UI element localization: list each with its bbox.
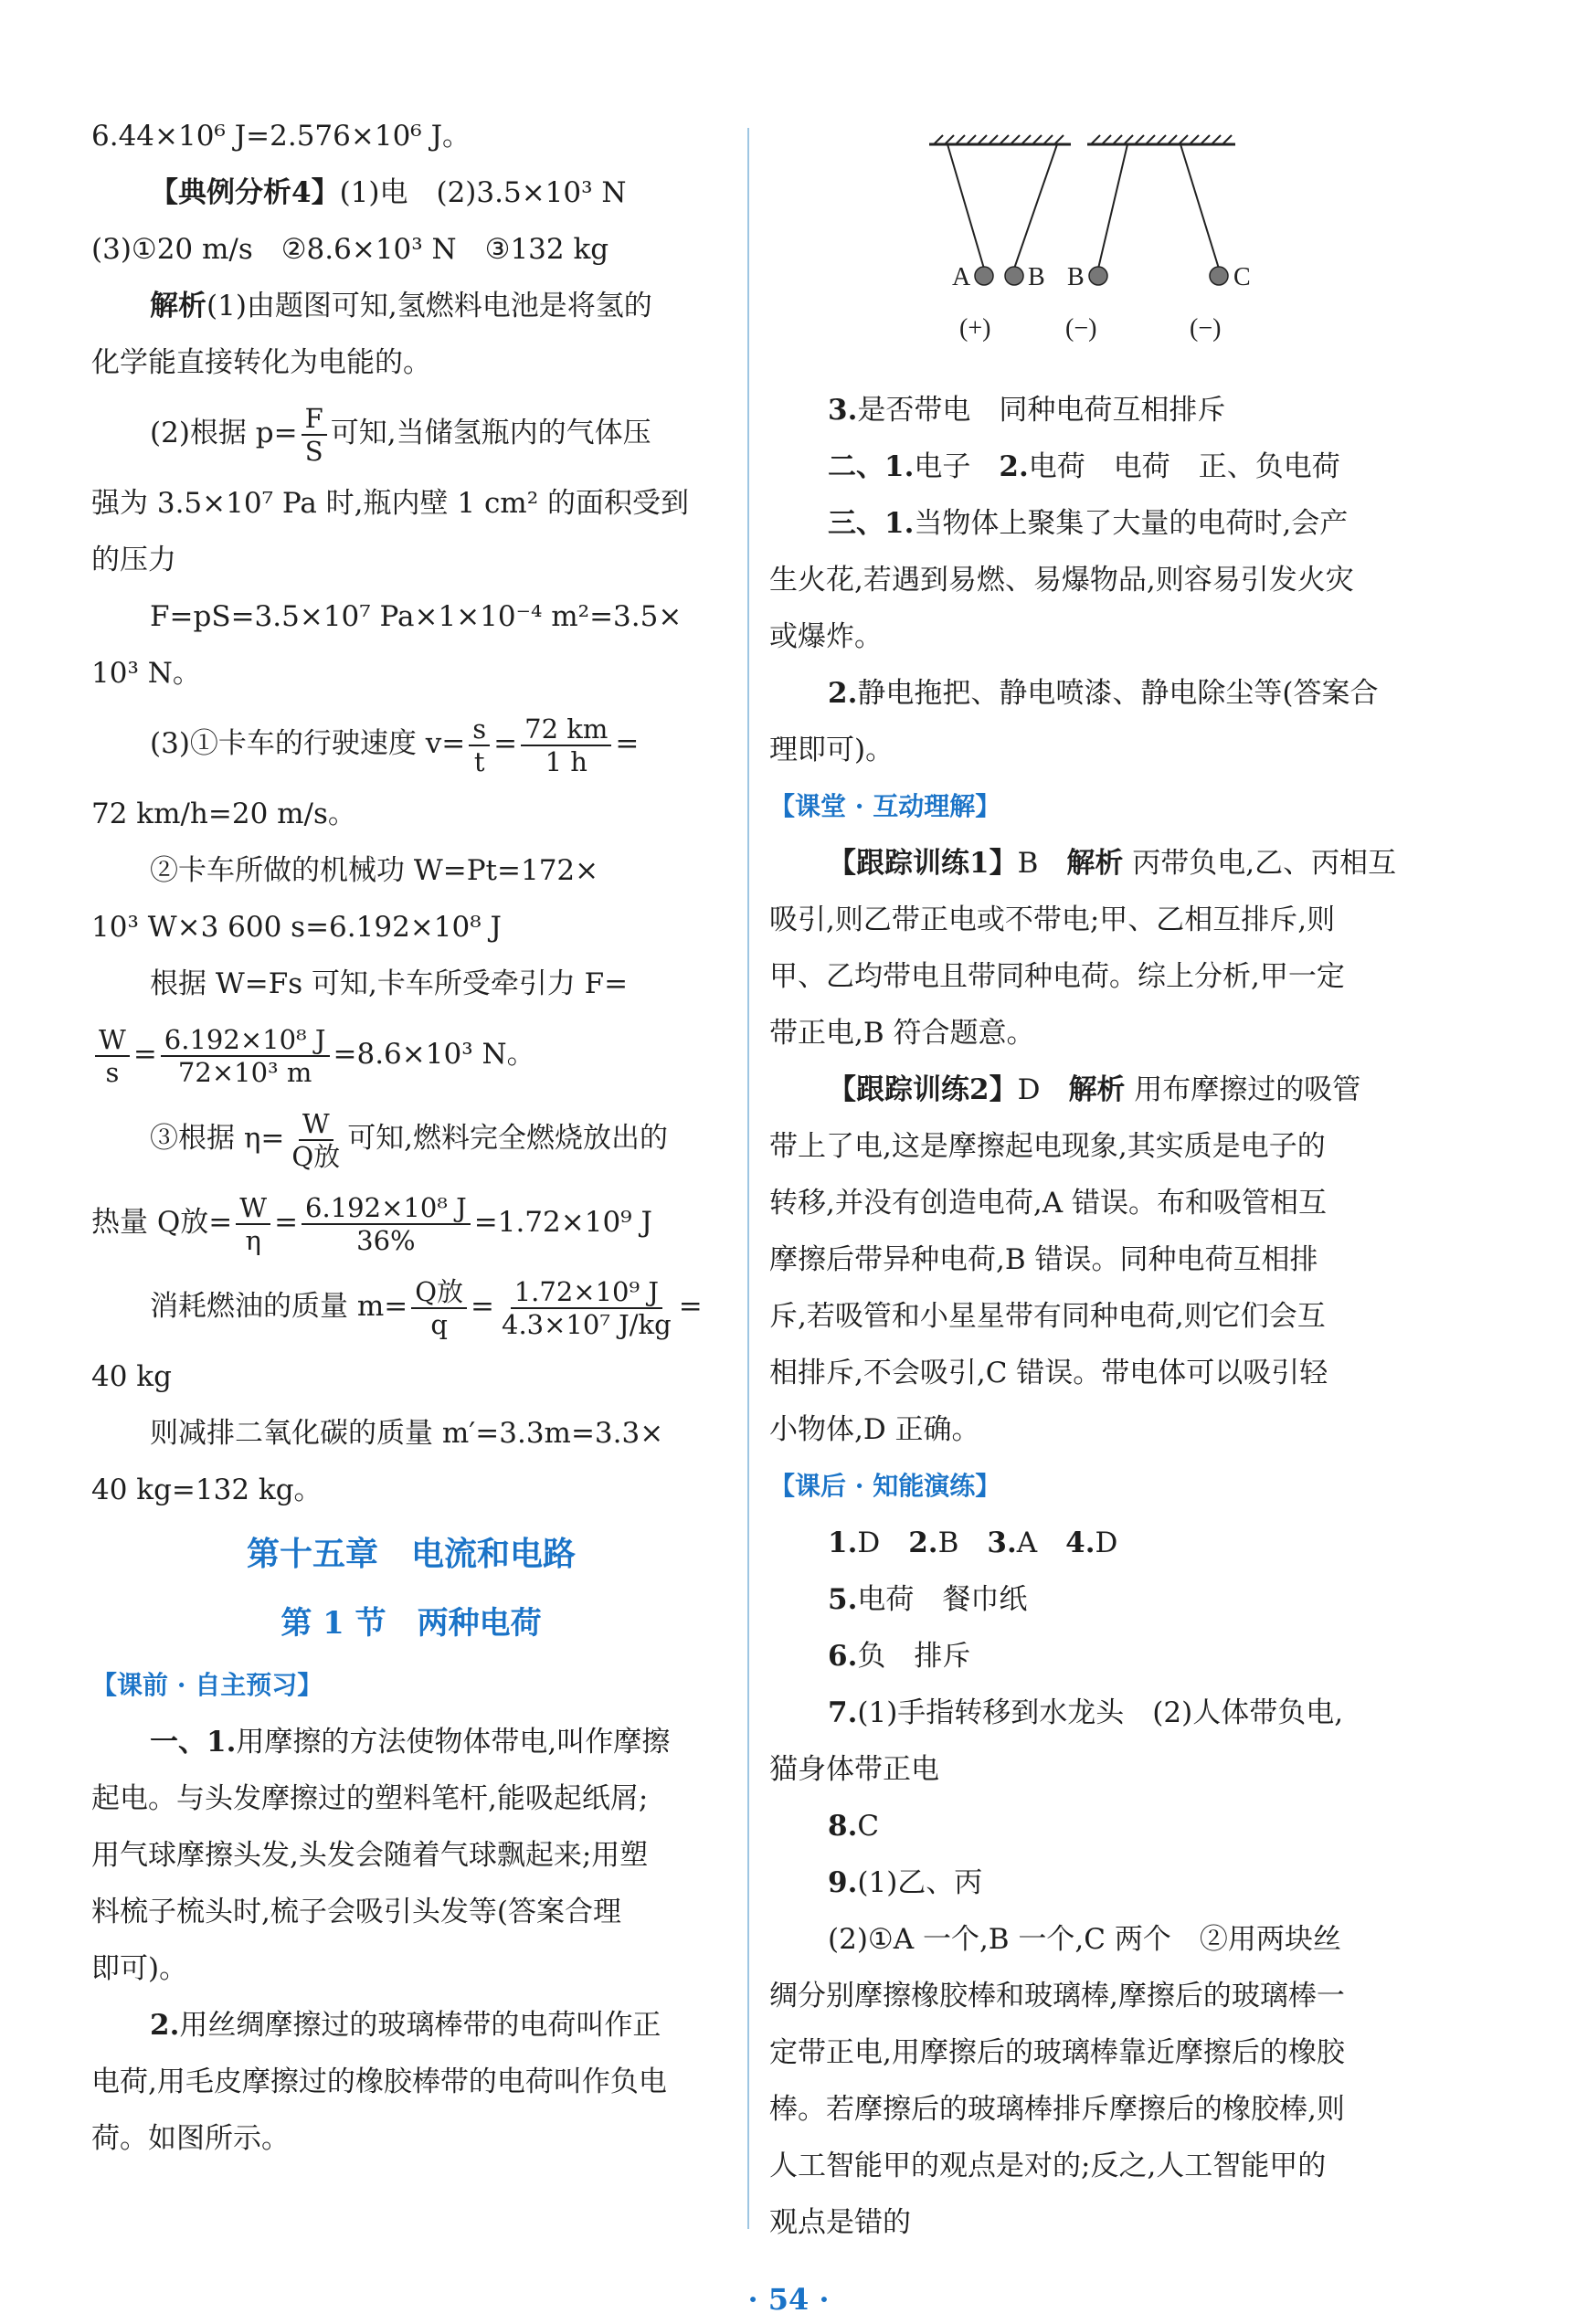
text-line: 小物体,D 正确。 [769,1413,980,1446]
ball-a [975,267,993,285]
denominator: 1 h [545,745,587,777]
page-number: · 54 · [747,2282,830,2317]
analysis-label: 解析 [150,290,206,322]
formula-text: =8.6×10³ N。 [333,1038,535,1071]
text-line: 荷。如图所示。 [91,2122,290,2155]
denominator: η [245,1224,261,1256]
charge-ab: (+) [959,314,991,343]
string [1098,144,1127,269]
answer-line [91,1714,731,1770]
text-line: ②卡车所做的机械功 W=Pt=172× [150,854,599,887]
answer-text: 当物体上聚集了大量的电荷时,会产 [914,507,1349,540]
answer-text: 用丝绸摩擦过的玻璃棒带的电荷叫作正 [179,2009,661,2042]
analysis-text: 丙带负电,乙、丙相互 [1123,847,1397,880]
answer-line [769,665,1413,722]
item-number: 8. [828,1810,858,1843]
denominator: s [105,1056,120,1088]
string [1014,144,1057,269]
answer-text: B [937,1526,988,1559]
answer-text: 电荷 电荷 正、负电荷 [1028,450,1340,483]
answer-text: 负 排斥 [857,1640,971,1673]
text-line: 用气球摩擦头发,头发会随着气球飘起来;用塑 [91,1839,649,1872]
item-number: 2. [908,1526,938,1559]
text-line: 定带正电,用摩擦后的玻璃棒靠近摩擦后的橡胶 [769,2036,1345,2069]
text-line: 料梳子梳头时,梳子会吸引头发等(答案合理 [91,1896,621,1928]
fraction [469,713,490,777]
answer-line [769,382,1413,438]
answer-text: C [857,1810,880,1843]
text-line: 或爆炸。 [769,620,883,653]
answer-text: 用摩擦的方法使物体带电,叫作摩擦 [236,1726,671,1759]
answer-text: 静电拖把、静电喷漆、静电除尘等(答案合 [857,677,1379,710]
text-line: 则减排二氧化碳的质量 m′=3.3m=3.3× [150,1417,664,1450]
charged-balls-figure [769,108,1413,382]
formula-text: (2)根据 p= [150,417,298,449]
answer-text: (1)电 (2)3.5×10³ N [339,176,627,209]
string [947,144,984,269]
fraction [161,1024,330,1088]
text-line: 强为 3.5×10⁷ Pa 时,瓶内壁 1 cm² 的面积受到 [91,487,689,520]
text-line: 起电。与头发摩擦过的塑料笔杆,能吸起纸屑; [91,1782,649,1815]
chapter-title: 第十五章 电流和电路 [246,1535,576,1573]
formula-line [91,1180,731,1264]
answer-line [769,1628,1413,1685]
answer-line [769,1685,1413,1741]
formula-text: 可知,燃料完全燃烧放出的 [347,1122,669,1155]
fraction [498,1276,675,1340]
formula-text: = [471,1290,494,1323]
item-number: 2. [150,2009,180,2042]
answer-text: B [1017,847,1067,880]
text-line: (3)①20 m/s ②8.6×10³ N ③132 kg [91,233,609,266]
numerator: 6.192×10⁸ J [302,1192,471,1225]
answer-text: (1)乙、丙 [857,1866,983,1899]
analysis-text: (1)由题图可知,氢燃料电池是将氢的 [206,290,652,322]
formula-text: (3)①卡车的行驶速度 v= [150,727,466,760]
string [1180,144,1219,269]
denominator: 72×10³ m [177,1056,312,1088]
formula-text: = [274,1206,299,1239]
formula-text: 可知,当储氢瓶内的气体压 [330,417,651,449]
right-column [769,108,1413,2251]
column-divider [747,128,749,2229]
item-number: 1. [828,1526,858,1559]
denominator: q [430,1308,448,1340]
text-line: 观点是错的 [769,2206,911,2239]
section-tag-class: 【课堂 · 互动理解】 [769,791,1001,821]
formula-text: = [493,727,518,760]
text-line: 棒。若摩擦后的玻璃棒排斥摩擦后的橡胶棒,则 [769,2093,1345,2126]
answer-text: D [1017,1073,1069,1106]
text-line: 猫身体带正电 [769,1753,939,1786]
text-line: 吸引,则乙带正电或不带电;甲、乙相互排斥,则 [769,903,1336,936]
numerator: Q放 [411,1276,467,1309]
item-number: 7. [828,1696,858,1729]
section-tag-preview: 【课前 · 自主预习】 [91,1670,323,1700]
item-number: 2. [828,677,858,710]
formula-line [91,702,731,786]
answer-line [769,438,1413,495]
fraction [95,1024,130,1088]
text-line: 40 kg [91,1360,172,1393]
item-number: 3. [987,1526,1017,1559]
numerator: W [95,1024,130,1057]
label-b: B [1028,263,1045,291]
text-line: 带上了电,这是摩擦起电现象,其实质是电子的 [769,1130,1326,1163]
label-c: C [1233,263,1251,291]
answer-text: 是否带电 同种电荷互相排斥 [857,394,1226,427]
text-line: 甲、乙均带电且带同种电荷。综上分析,甲一定 [769,960,1345,993]
fraction [411,1276,467,1340]
text-line: 10³ W×3 600 s=6.192×10⁸ J [91,911,502,944]
text-line: 绸分别摩擦橡胶棒和玻璃棒,摩擦后的玻璃棒一 [769,1980,1345,2012]
denominator: Q放 [291,1140,341,1172]
item-number: 5. [828,1583,858,1616]
answer-line [91,1997,731,2054]
text-line: 转移,并没有创造电荷,A 错误。布和吸管相互 [769,1187,1327,1220]
fraction [302,1192,471,1256]
example-analysis-4 [91,164,731,221]
ball-c [1210,267,1228,285]
item-number: 2. [999,450,1029,483]
answer-line [769,1515,1413,1571]
text-line: 理即可)。 [769,734,894,766]
section-tag-after-class: 【课后 · 知能演练】 [769,1471,1001,1501]
denominator: S [304,435,323,467]
exercise-label: 【跟踪训练1】 [828,847,1018,880]
denominator: t [473,745,485,777]
formula-text: ③根据 η= [150,1122,285,1155]
fraction [302,403,327,467]
ball-b2 [1089,267,1107,285]
text-line: 人工智能甲的观点是对的;反之,人工智能甲的 [769,2150,1327,2182]
formula-text: 消耗燃油的质量 m= [150,1290,408,1323]
item-number: 6. [828,1640,858,1673]
charge-c: (−) [1190,314,1222,343]
formula-text: =1.72×10⁹ J [473,1206,652,1239]
item-number: 3. [828,394,858,427]
answer-line [769,1854,1413,1911]
formula-line [91,1264,731,1348]
answer-text: 电子 [914,450,971,483]
fraction [236,1192,270,1256]
numerator: W [299,1108,333,1141]
analysis-line [91,278,731,334]
numerator: 6.192×10⁸ J [161,1024,330,1057]
formula-line [91,391,731,475]
numerator: F [302,403,327,436]
tracking-exercise-2 [769,1062,1413,1118]
fraction [521,713,611,777]
text-line: 生火花,若遇到易燃、易爆物品,则容易引发火灾 [769,564,1354,597]
exercise-label: 【跟踪训练2】 [828,1073,1018,1106]
item-number: 4. [1065,1526,1095,1559]
formula-text: = [678,1290,703,1323]
answer-line [769,1798,1413,1854]
answer-text: (1)手指转移到水龙头 (2)人体带负电, [857,1696,1344,1729]
numerator: 72 km [521,713,611,746]
example-label: 【典例分析4】 [150,176,340,209]
formula-text: 热量 Q放= [91,1206,233,1239]
charge-b: (−) [1065,314,1097,343]
text-line: 化学能直接转化为电能的。 [91,346,431,379]
item-number: 二、1. [828,450,915,483]
numerator: W [236,1192,270,1225]
answer-text: A [1016,1526,1066,1559]
fraction [288,1108,344,1172]
item-number: 三、1. [828,507,915,540]
text-line: 的压力 [91,544,176,576]
denominator: 36% [356,1224,416,1256]
text-line: 根据 W=Fs 可知,卡车所受牵引力 F= [150,967,629,1000]
text-line: (2)①A 一个,B 一个,C 两个 ②用两块丝 [828,1923,1341,1956]
answer-text: D [1095,1526,1118,1559]
tracking-exercise-1 [769,835,1413,892]
label-b2: B [1067,263,1085,291]
analysis-label: 解析 [1068,1073,1126,1106]
text-line: 电荷,用毛皮摩擦过的橡胶棒带的电荷叫作负电 [91,2065,667,2098]
numerator: 1.72×10⁹ J [511,1276,662,1309]
answer-text: 电荷 餐巾纸 [857,1583,1028,1616]
analysis-text: 用布摩擦过的吸管 [1125,1073,1361,1106]
left-column [91,108,731,2167]
formula-line [91,1096,731,1180]
answer-line [769,495,1413,552]
label-a: A [952,263,971,291]
formula-line [91,1012,731,1096]
item-number: 9. [828,1866,858,1899]
answer-text: D [857,1526,909,1559]
text-line: 带正电,B 符合题意。 [769,1017,1035,1050]
ball-b [1005,267,1023,285]
text-line: 72 km/h=20 m/s。 [91,798,356,830]
text-line: 摩擦后带异种电荷,B 错误。同种电荷互相排 [769,1243,1318,1276]
text-line: 斥,若吸管和小星星带有同种电荷,则它们会互 [769,1300,1326,1333]
numerator: s [469,713,490,746]
analysis-label: 解析 [1066,847,1124,880]
text-line: 6.44×10⁶ J=2.576×10⁶ J。 [91,120,471,153]
text-line: 相排斥,不会吸引,C 错误。带电体可以吸引轻 [769,1357,1328,1389]
text-line: F=pS=3.5×10⁷ Pa×1×10⁻⁴ m²=3.5× [150,600,683,633]
section-title: 第 1 节 两种电荷 [280,1605,542,1642]
formula-text: = [615,727,640,760]
formula-text: = [132,1038,157,1071]
denominator: 4.3×10⁷ J/kg [502,1308,672,1340]
item-number: 一、1. [150,1726,237,1759]
text-line: 40 kg=132 kg。 [91,1474,323,1506]
answer-line [769,1571,1413,1628]
text-line: 10³ N。 [91,657,201,690]
text-line: 即可)。 [91,1952,188,1985]
